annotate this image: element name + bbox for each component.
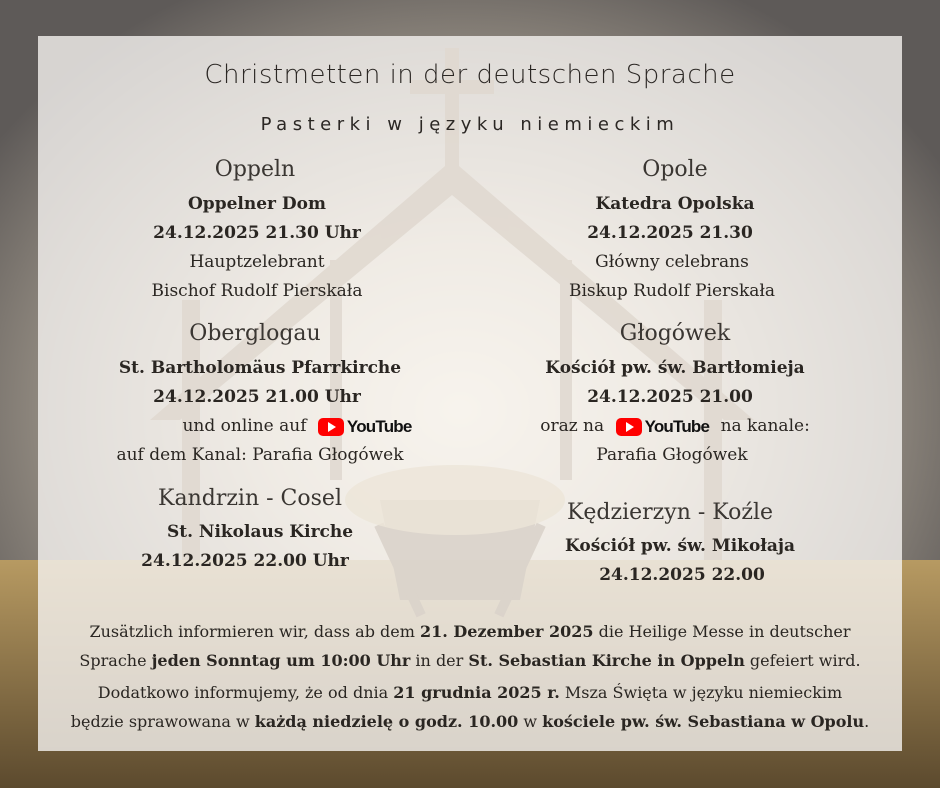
- online-prefix-glogowek: oraz na: [540, 416, 605, 436]
- page-title: Christmetten in der deutschen Sprache: [204, 60, 736, 90]
- church-glogowek: Kościół pw. św. Bartłomieja: [545, 358, 805, 378]
- footer-pl-date: 21 grudnia 2025 r.: [393, 683, 560, 702]
- online-line-oberglogau: [100, 412, 500, 441]
- church-oppeln: Oppelner Dom: [188, 194, 326, 214]
- role-opole: Główny celebrans: [595, 252, 749, 272]
- person-oppeln: Bischof Rudolf Pierskała: [151, 281, 363, 301]
- footer-de-text-3: Sprache: [79, 651, 152, 670]
- date-opole: 24.12.2025 21.30: [587, 223, 753, 243]
- church-kandrzin: St. Nikolaus Kirche: [166, 522, 354, 542]
- footer-de-text-2: die Heilige Messe in deutscher: [593, 622, 851, 641]
- youtube-wordmark: YouTube: [346, 417, 412, 436]
- date-oppeln: 24.12.2025 21.30 Uhr: [153, 223, 361, 243]
- footer-de-text-1: Zusätzlich informieren wir, dass ab dem: [89, 622, 420, 641]
- youtube-link-de[interactable]: [318, 412, 412, 441]
- footer-pl-text-2: Msza Święta w języku niemieckim: [559, 683, 843, 702]
- date-glogowek: 24.12.2025 21.00: [587, 387, 753, 407]
- youtube-logo-icon: [616, 418, 642, 436]
- online-suffix-glogowek: na kanale:: [720, 416, 810, 436]
- city-kandrzin: Kandrzin - Cosel: [158, 486, 342, 511]
- youtube-logo-icon: [318, 418, 344, 436]
- footer-de-when: jeden Sonntag um 10:00 Uhr: [151, 651, 411, 670]
- church-opole: Katedra Opolska: [595, 194, 755, 214]
- city-glogowek: Głogówek: [619, 321, 731, 346]
- city-oberglogau: Oberglogau: [189, 321, 321, 346]
- church-oberglogau: St. Bartholomäus Pfarrkirche: [118, 358, 402, 378]
- footer-de-date: 21. Dezember 2025: [420, 622, 594, 641]
- date-kandrzin: 24.12.2025 22.00 Uhr: [141, 551, 349, 571]
- city-kedzierzyn: Kędzierzyn - Koźle: [566, 500, 774, 525]
- footer-de-place: St. Sebastian Kirche in Oppeln: [468, 651, 745, 670]
- online-prefix-oberglogau: und online auf: [182, 416, 307, 436]
- footer-pl-place: kościele pw. św. Sebastiana w Opolu: [542, 712, 865, 731]
- channel-glogowek: Parafia Głogówek: [596, 445, 748, 465]
- page-subtitle: Pasterki w języku niemieckim: [260, 114, 680, 135]
- footer-de-text-5: gefeiert wird.: [744, 651, 861, 670]
- church-kedzierzyn: Kościół pw. św. Mikołaja: [564, 536, 795, 556]
- youtube-wordmark: YouTube: [644, 417, 710, 436]
- date-oberglogau: 24.12.2025 21.00 Uhr: [153, 387, 361, 407]
- online-line-glogowek: [470, 412, 880, 441]
- channel-oberglogau: auf dem Kanal: Parafia Głogówek: [116, 445, 404, 465]
- footer-paragraph-de: [38, 617, 902, 675]
- footer-pl-text-1: Dodatkowo informujemy, że od dnia: [97, 683, 394, 702]
- footer-pl-when: każdą niedzielę o godz. 10.00: [254, 712, 519, 731]
- role-oppeln: Hauptzelebrant: [189, 252, 325, 272]
- youtube-link-pl[interactable]: [616, 412, 710, 441]
- city-opole: Opole: [642, 157, 708, 182]
- footer-pl-text-5: .: [864, 712, 870, 731]
- footer-pl-text-3: będzie sprawowana w: [70, 712, 255, 731]
- city-oppeln: Oppeln: [214, 157, 296, 182]
- person-opole: Biskup Rudolf Pierskała: [568, 281, 776, 301]
- footer-pl-text-4: w: [518, 712, 543, 731]
- footer-de-text-4: in der: [410, 651, 469, 670]
- date-kedzierzyn: 24.12.2025 22.00: [599, 565, 765, 585]
- footer-paragraph-pl: [38, 678, 902, 736]
